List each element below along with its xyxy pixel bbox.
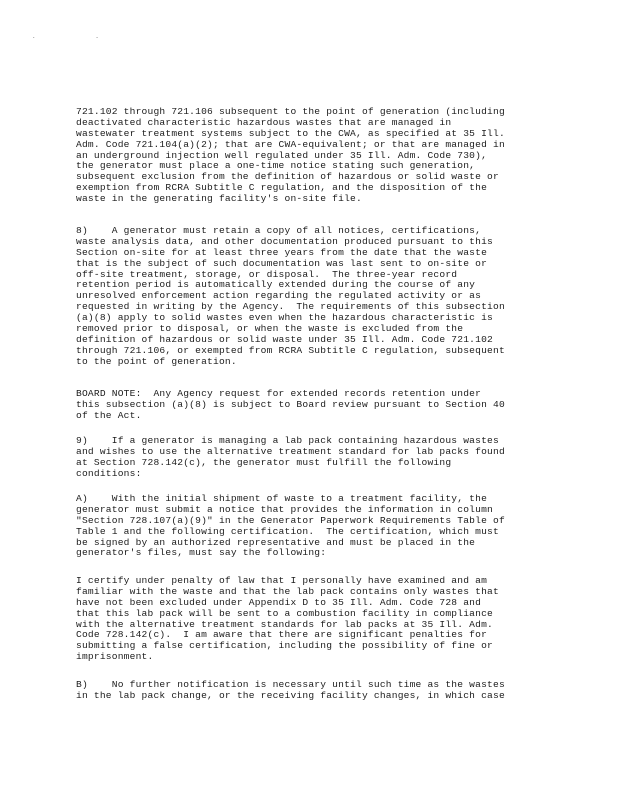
- paragraph-item-A: [76, 494, 536, 559]
- text-line: the generator must place a one-time notice stating such generation,: [76, 160, 476, 172]
- text-line: requested in writing by the Agency. The requirements of this subsection: [76, 301, 505, 313]
- text-line: have not been excluded under Appendix D to 35 Ill. Adm. Code 728 and: [76, 596, 482, 608]
- text-line: of the Act.: [76, 409, 142, 421]
- text-line: this subsection (a)(8) is subject to Board review pursuant to Section 40: [76, 398, 505, 410]
- text-line: subsequent exclusion from the definition of hazardous or solid waste or: [76, 171, 499, 183]
- text-line: Adm. Code 721.104(a)(2); that are CWA-equivalent; or that are managed in: [76, 138, 505, 150]
- paragraph-item-8: [76, 226, 536, 368]
- text-line: conditions:: [76, 467, 142, 479]
- text-line: unresolved enforcement action regarding the regulated activity or as: [76, 290, 482, 302]
- text-line: familiar with the waste and that the lab pack contains only wastes that: [76, 585, 499, 597]
- text-line: deactivated characteristic hazardous wastes that are managed in: [76, 116, 452, 128]
- text-line: submitting a false certification, including the possibility of fine or: [76, 640, 494, 652]
- text-line: BOARD NOTE: Any Agency request for extended records retention under: [76, 388, 482, 399]
- text-line: be signed by an authorized representative and must be placed in the: [76, 536, 476, 548]
- text-line: removed prior to disposal, or when the waste is excluded from the: [76, 323, 464, 335]
- text-line: at Section 728.142(c), the generator must fulfill the following: [76, 456, 452, 468]
- text-line: 9) If a generator is managing a lab pack containing hazardous wastes: [76, 435, 499, 446]
- text-line: generator must submit a notice that provides the information in column: [76, 503, 494, 515]
- text-line: waste analysis data, and other documentation produced pursuant to this: [76, 235, 494, 247]
- text-line: (a)(8) apply to solid wastes even when the hazardous characteristic is: [76, 312, 494, 324]
- text-line: A) With the initial shipment of waste to a treatment facility, the: [76, 493, 488, 504]
- text-line: Section on-site for at least three years from the date that the waste: [76, 246, 488, 258]
- text-line: 721.102 through 721.106 subsequent to the point of generation (including: [76, 106, 505, 117]
- text-line: retention period is automatically extended during the course of any: [76, 279, 476, 291]
- text-line: wastewater treatment systems subject to the CWA, as specified at 35 Ill.: [76, 127, 505, 139]
- text-line: with the alternative treatment standards for lab packs at 35 Ill. Adm.: [76, 618, 494, 630]
- text-line: Table 1 and the following certification. The certification, which must: [76, 525, 499, 537]
- text-line: generator's files, must say the following:: [76, 547, 327, 559]
- certification-text: [76, 576, 536, 663]
- text-line: an underground injection well regulated under 35 Ill. Adm. Code 730),: [76, 149, 488, 161]
- text-line: imprisonment.: [76, 651, 154, 663]
- board-note: [76, 389, 536, 422]
- scan-specks: . .: [32, 33, 127, 40]
- text-line: that is the subject of such documentation was last sent to on-site or: [76, 257, 488, 269]
- text-line: Code 728.142(c). I am aware that there are significant penalties for: [76, 629, 488, 641]
- text-line: "Section 728.107(a)(9)" in the Generator Paperwork Requirements Table of: [76, 514, 505, 526]
- text-line: 8) A generator must retain a copy of all notices, certifications,: [76, 225, 482, 236]
- text-line: I certify under penalty of law that I personally have examined and am: [76, 575, 488, 586]
- text-line: to the point of generation.: [76, 355, 237, 367]
- paragraph-item-B: [76, 680, 536, 702]
- paragraph-continuation: [76, 107, 536, 205]
- text-line: through 721.106, or exempted from RCRA Subtitle C regulation, subsequent: [76, 344, 505, 356]
- paragraph-item-9: [76, 436, 536, 480]
- text-line: that this lab pack will be sent to a combustion facility in compliance: [76, 607, 494, 619]
- text-line: off-site treatment, storage, or disposal. The three-year record: [76, 268, 458, 280]
- text-line: definition of hazardous or solid waste under 35 Ill. Adm. Code 721.102: [76, 333, 494, 345]
- text-line: waste in the generating facility's on-site file.: [76, 193, 362, 205]
- text-line: in the lab pack change, or the receiving facility changes, in which case: [76, 689, 505, 701]
- text-line: B) No further notification is necessary until such time as the wastes: [76, 679, 505, 690]
- text-line: and wishes to use the alternative treatment standard for lab packs found: [76, 445, 505, 457]
- text-line: exemption from RCRA Subtitle C regulation, and the disposition of the: [76, 182, 488, 194]
